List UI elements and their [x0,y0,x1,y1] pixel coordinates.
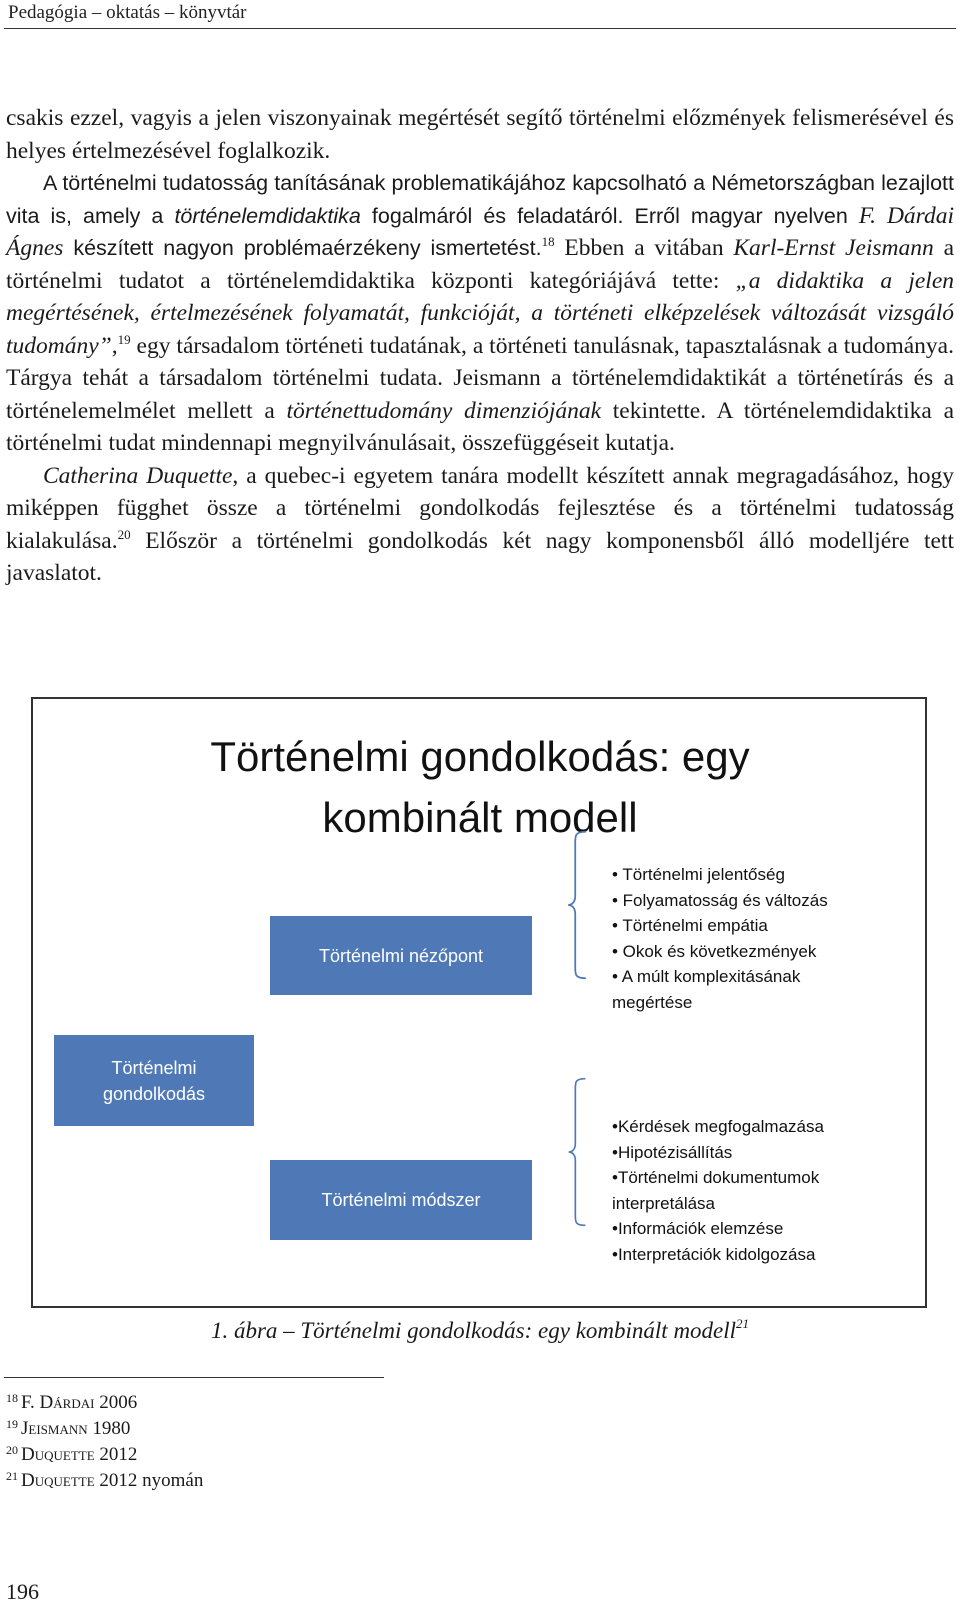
footnote-18: $^{18}$ F. Dárdai 2006 [6,1391,138,1413]
figure-title-line-2: kombinált modell [322,794,638,841]
list-item: • Történelmi empátia [612,916,768,935]
method-list [612,1114,902,1267]
header-rule [4,28,956,29]
bottom-bracket-icon [566,1077,588,1227]
figure-title-line-1: Történelmi gondolkodás: egy [210,733,750,780]
list-item: •Történelmi dokumentumok [612,1168,820,1187]
paragraph-3: Catherina Duquette, a quebec-i egyetem tanára modellt készített annak megragadásához, hogy miképpen függhet össze a történelmi gondolkodás fejlesztése és a történelmi tudatosság kialakulása.$^{20}$ Először a történelmi gondolkodás két nagy komponensből álló modelljére tett javaslatot. [6,462,954,586]
paragraph-1: csakis ezzel, vagyis a jelen viszonyainak megértését segítő történelmi előzmények felismerésével és helyes értelmezésével foglalkozik. [6,105,954,164]
figure-caption: 1. ábra – Történelmi gondolkodás: egy kombinált modell$^{21}$ [210,1316,750,1343]
list-item: •Kérdések megfogalmazása [612,1117,824,1136]
footnote-20: $^{20}$ Duquette 2012 [6,1443,138,1465]
historical-thinking-box [54,1035,254,1126]
historical-method-box: Történelmi módszer [270,1160,532,1240]
historical-thinking-label-line-2: gondolkodás [102,1083,206,1104]
footnote-ref-21[interactable]: 21 [736,1316,750,1331]
list-item: • Okok és következmények [612,941,817,961]
footnotes [6,1390,203,1494]
footnote-19: $^{19}$ Jeismann 1980 [6,1417,131,1439]
list-item: megértése [612,992,693,1012]
list-item: •Interpretációk kidolgozása [612,1244,816,1264]
footnote-21: $^{21}$ Duquette 2012 nyomán [6,1469,204,1491]
list-item: interpretálása [612,1193,716,1213]
list-item: • A múlt komplexitásának [612,967,801,986]
top-bracket-icon [566,830,588,980]
footnote-rule [4,1377,384,1378]
historical-perspective-box: Történelmi nézőpont [270,916,532,995]
historical-thinking-label-line-1: Történelmi [111,1057,197,1078]
running-header: Pedagógia – oktatás – könyvtár [8,2,247,23]
jeismann-quote: „a didaktika a jelen megértésének, értelmezésének folyamatát, funkcióját, a történeti elképzelések változását vizsgáló tudomány” [6,267,955,359]
list-item: • Folyamatosság és változás [612,890,828,910]
list-item: • Történelmi jelentőség [612,865,785,884]
list-item: •Információk elemzése [612,1219,784,1238]
footnote-ref-18[interactable]: 18 [541,234,555,249]
footnote-ref-20[interactable]: 20 [117,526,131,542]
list-item: •Hipotézisállítás [612,1142,733,1162]
footnote-ref-19[interactable]: 19 [117,331,131,347]
figure-title [0,726,960,848]
perspective-list [612,862,892,1015]
body-text [6,102,954,590]
paragraph-2: A történelmi tudatosság tanításának problematikájához kapcsolható a Németországban lezajlott vita is, amely a történelemdidaktika fogalmáról és feladatáról. Erről magyar nyelven F. Dárdai Ágnes készített nagyon problémaérzékeny ismertetést.$^{18}$ Ebben a vitában Karl-Ernst Jeismann a történelmi tudatot a történelemdidaktika központi kategóriájává tette: „a didaktika a jelen megértésének, értelmezésének folyamatát, funkcióját, a történeti elképzelések változását vizsgáló tudomány”,$^{19}$ egy társadalom történeti tudatának, a történeti tanulásnak, tapasztalásnak a tudománya. Tárgya tehát a társadalom történelmi tudata. Jeismann a történelemdidaktikát a történetírás és a történelemelmélet mellett a történettudomány dimenziójának tekintette. A történelemdidaktika a történelmi tudat mindennapi megnyilvánulásait, összefüggéseit kutatja. [6,171,955,456]
page-number: 196 [6,1579,39,1604]
